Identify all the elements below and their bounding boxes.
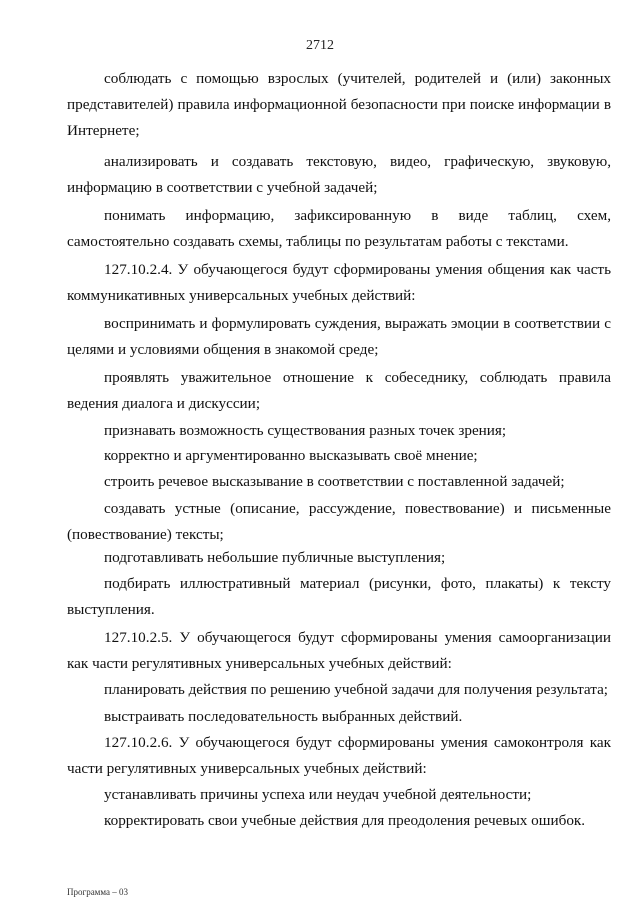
paragraph: корректно и аргументированно высказывать своё мнение; [104, 447, 478, 464]
paragraph: планировать действия по решению учебной задачи для получения результата; [104, 681, 609, 698]
paragraph: понимать информацию, зафиксированную в виде таблиц, схем, самостоятельно создавать схемы, таблицы по результатам работы с текстами. [67, 207, 611, 250]
page-number: 2712 [306, 38, 334, 53]
paragraph: признавать возможность существования разных точек зрения; [104, 422, 507, 439]
paragraph: подбирать иллюстративный материал (рисунки, фото, плакаты) к тексту выступления. [67, 575, 611, 618]
paragraph: проявлять уважительное отношение к собеседнику, соблюдать правила ведения диалога и дискуссии; [67, 369, 611, 412]
paragraph: корректировать свои учебные действия для преодоления речевых ошибок. [104, 812, 586, 829]
paragraph: подготавливать небольшие публичные выступления; [104, 549, 446, 566]
paragraph: соблюдать с помощью взрослых (учителей, родителей и (или) законных представителей) правила информационной безопасности при поиске информации в Интернете; [67, 70, 611, 139]
paragraph: воспринимать и формулировать суждения, выражать эмоции в соответствии с целями и условиями общения в знакомой среде; [67, 315, 611, 358]
section-heading-paragraph: 127.10.2.6. У обучающегося будут сформированы умения самоконтроля как части регулятивных универсальных учебных действий: [67, 734, 611, 777]
paragraph: анализировать и создавать текстовую, видео, графическую, звуковую, информацию в соответствии с учебной задачей; [67, 153, 611, 196]
paragraph: строить речевое высказывание в соответствии с поставленной задачей; [104, 473, 565, 490]
section-heading-paragraph: 127.10.2.5. У обучающегося будут сформированы умения самоорганизации как части регулятивных универсальных учебных действий: [67, 629, 611, 672]
page-footer: Программа – 03 [67, 887, 129, 897]
section-heading-paragraph: 127.10.2.4. У обучающегося будут сформированы умения общения как часть коммуникативных универсальных учебных действий: [67, 261, 611, 304]
paragraph: устанавливать причины успеха или неудач учебной деятельности; [104, 786, 532, 803]
paragraph: создавать устные (описание, рассуждение, повествование) и письменные (повествование) тексты; [67, 500, 611, 543]
paragraph: выстраивать последовательность выбранных действий. [104, 708, 463, 725]
